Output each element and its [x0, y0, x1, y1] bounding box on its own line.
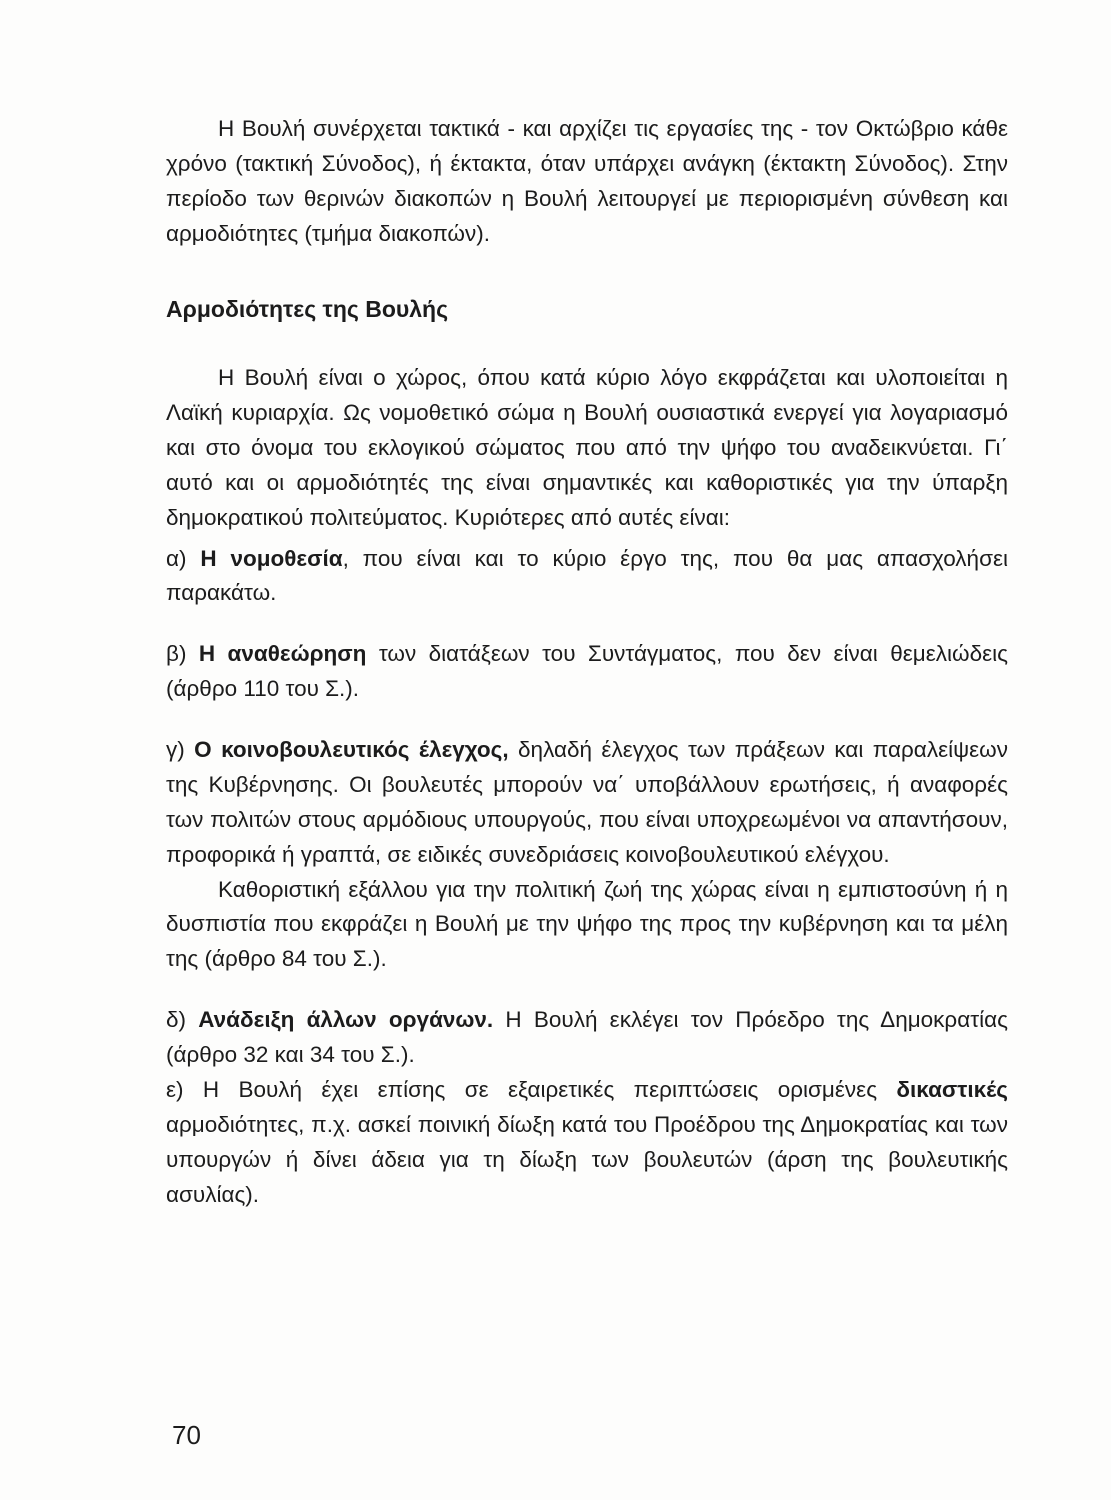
page-number: 70: [172, 1420, 201, 1450]
list-text-a: , που είναι και το κύριο έργο της, που θα μας απασχολήσει παρακάτω.: [166, 545, 1008, 606]
term-legislation: Η νομοθεσία: [200, 545, 343, 571]
term-election-of-organs: Ανάδειξη άλλων οργάνων.: [198, 1007, 494, 1033]
page-content: [166, 112, 1008, 1212]
list-item-d: [166, 1003, 1008, 1073]
list-marker-a: α): [166, 545, 187, 571]
list-marker-e: ε): [166, 1076, 184, 1102]
list-item-b: [166, 637, 1008, 707]
list-text-e-after: αρμοδιότητες, π.χ. ασκεί ποινική δίωξη κατά του Προέδρου της Δημοκρατίας και των υπουργών ή δίνει άδεια για τη δίωξη των βουλευτών (άρση της βουλευτικής ασυλίας).: [166, 1111, 1008, 1207]
competences-intro-paragraph: Η Βουλή είναι ο χώρος, όπου κατά κύριο λόγο εκφράζεται και υλοποιείται η Λαϊκή κυριαρχία. Ως νομοθετικό σώμα η Βουλή ουσιαστικά ενεργεί για λογαριασμό και στο όνομα του εκλογικού σώματος που από την ψήφο του αναδεικνύεται. Γι΄ αυτό και οι αρμοδιότητές της είναι σημαντικές και καθοριστικές για την ύπαρξη δημοκρατικού πολιτεύματος. Κυριότερες από αυτές είναι:: [166, 365, 1008, 530]
term-revision: Η αναθεώρηση: [198, 641, 367, 667]
list-marker-d: δ): [166, 1007, 187, 1033]
list-item-a: [166, 542, 1008, 612]
list-marker-b: β): [166, 641, 187, 667]
intro-paragraph: Η Βουλή συνέρχεται τακτικά - και αρχίζει τις εργασίες της - τον Οκτώβριο κάθε χρόνο (τακτική Σύνοδος), ή έκτακτα, όταν υπάρχει ανάγκη (έκτακτη Σύνοδος). Στην περίοδο των θερινών διακοπών η Βουλή λειτουργεί με περιορισμένη σύνθεση και αρμοδιότητες (τμήμα διακοπών).: [166, 116, 1008, 246]
confidence-paragraph: Καθοριστική εξάλλου για την πολιτική ζωή της χώρας είναι η εμπιστοσύνη ή η δυσπιστία που εκφράζει η Βουλή με την ψήφο της προς την κυβέρνηση και τα μέλη της (άρθρο 84 του Σ.).: [166, 876, 1008, 972]
list-text-c: δηλαδή έλεγχος των πράξεων και παραλείψεων της Κυβέρνησης. Οι βουλευτές μπορούν να΄ υποβάλλουν ερωτήσεις, ή αναφορές των πολιτών στους αρμόδιους υπουργούς, που είναι υποχρεωμένοι να απαντήσουν, προφορικά ή γραπτά, σε ειδικές συνεδριάσεις κοινοβουλευτικού ελέγχου.: [166, 737, 1008, 867]
term-judicial: δικαστικές: [896, 1076, 1008, 1102]
section-heading: Αρμοδιότητες της Βουλής: [166, 295, 449, 322]
list-text-e-before: Η Βουλή έχει επίσης σε εξαιρετικές περιπτώσεις ορισμένες: [183, 1076, 897, 1102]
list-item-e: [166, 1073, 1008, 1213]
term-parliamentary-control: Ο κοινοβουλευτικός έλεγχος,: [194, 737, 509, 763]
list-text-d: Η Βουλή εκλέγει τον Πρόεδρο της Δημοκρατίας (άρθρο 32 και 34 του Σ.).: [166, 1007, 1008, 1068]
list-item-c: [166, 733, 1008, 873]
list-text-b: των διατάξεων του Συντάγματος, που δεν είναι θεμελιώδεις (άρθρο 110 του Σ.).: [166, 641, 1008, 702]
list-marker-c: γ): [166, 737, 185, 763]
